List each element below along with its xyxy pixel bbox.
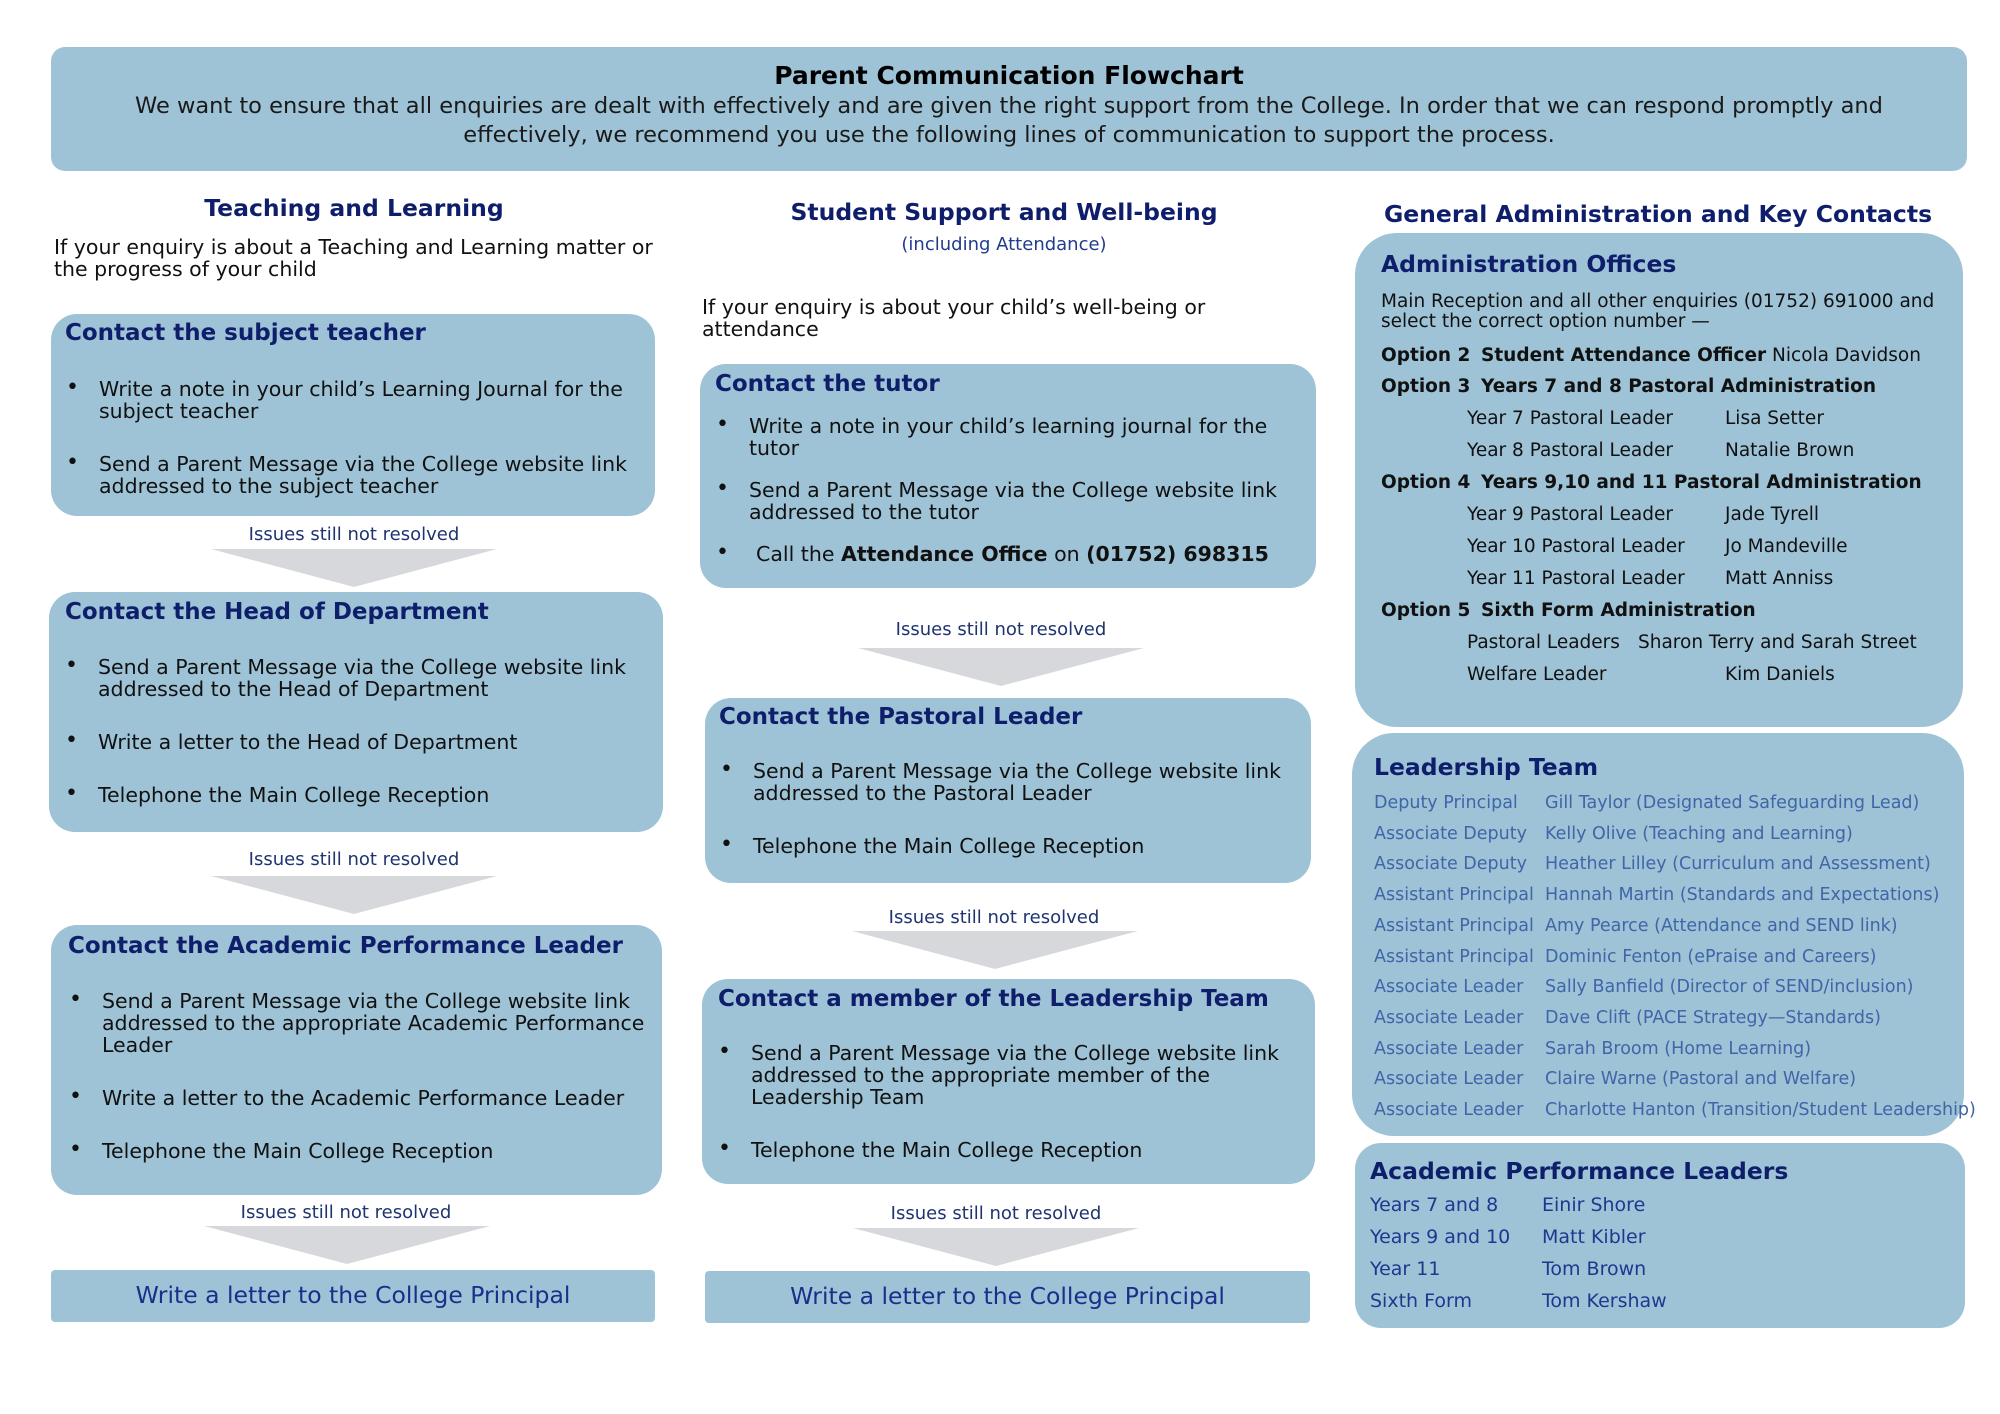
issue-label: Issues still not resolved	[888, 907, 1100, 928]
step-list	[702, 415, 1314, 565]
apl-year: Sixth Form	[1370, 1290, 1472, 1312]
apl-year: Years 9 and 10	[1370, 1226, 1511, 1248]
issue-label: Issues still not resolved	[248, 849, 460, 870]
final-step-principal: Write a letter to the College Principal	[51, 1270, 655, 1322]
list-item: • Send a Parent Message via the College website link addressed to the appropriate member of the Leadership Team	[704, 1042, 1312, 1108]
issue-label: Issues still not resolved	[895, 619, 1107, 640]
leadership-role: Assistant Principal	[1374, 946, 1534, 967]
list-item: • Send a Parent Message via the College website link addressed to the Head of Department	[51, 656, 659, 700]
contact-role: Year 11 Pastoral Leader	[1467, 568, 1685, 589]
leadership-role: Associate Leader	[1374, 977, 1524, 998]
contact-name: Sharon Terry and Sarah Street	[1638, 632, 1917, 653]
leadership-role: Associate Leader	[1374, 1069, 1524, 1090]
apl-title: Academic Performance Leaders	[1370, 1157, 1789, 1185]
contact-role: Year 7 Pastoral Leader	[1467, 408, 1673, 429]
leadership-name: Dominic Fenton (ePraise and Careers)	[1545, 946, 1877, 967]
step-title: Contact the Pastoral Leader	[719, 704, 1083, 730]
option-detail: Years 7 and 8 Pastoral Administration	[1481, 376, 1876, 397]
leadership-team-title: Leadership Team	[1374, 753, 1599, 781]
apl-name: Tom Brown	[1542, 1258, 1647, 1280]
leadership-name: Amy Pearce (Attendance and SEND link)	[1545, 915, 1898, 936]
option-label: Option 2	[1381, 345, 1471, 366]
apl-name: Einir Shore	[1542, 1194, 1646, 1216]
down-arrow-icon	[853, 1228, 1139, 1266]
contact-role: Welfare Leader	[1467, 664, 1607, 685]
list-item: • Write a letter to the Academic Performance Leader	[55, 1087, 660, 1109]
list-item: • Write a note in your child’s learning journal for the tutor	[702, 415, 1314, 459]
list-item: • Telephone the Main College Reception	[51, 784, 659, 806]
teaching-heading: Teaching and Learning	[204, 194, 504, 222]
support-subheading: (including Attendance)	[901, 234, 1107, 255]
list-item: • Telephone the Main College Reception	[706, 835, 1306, 857]
step-title: Contact the tutor	[715, 371, 940, 397]
leadership-role: Associate Leader	[1374, 1100, 1524, 1120]
option-label: Option 4	[1381, 472, 1471, 493]
contact-name: Kim Daniels	[1725, 664, 1835, 685]
apl-name: Matt Kibler	[1542, 1226, 1646, 1248]
leadership-name: Claire Warne (Pastoral and Welfare)	[1545, 1069, 1857, 1090]
step-list	[51, 656, 659, 806]
contact-name: Matt Anniss	[1725, 568, 1834, 589]
contact-name: Natalie Brown	[1725, 440, 1855, 461]
step-title: Contact the subject teacher	[65, 320, 426, 346]
step-title: Contact the Head of Department	[65, 599, 489, 625]
down-arrow-icon	[211, 876, 497, 914]
step-list	[52, 378, 652, 497]
leadership-role: Assistant Principal	[1374, 885, 1534, 906]
contact-name: Jade Tyrell	[1725, 504, 1820, 525]
down-arrow-icon	[852, 931, 1138, 969]
step-list	[55, 990, 660, 1162]
option-detail: Years 9,10 and 11 Pastoral Administration	[1481, 472, 1922, 493]
leadership-name: Sarah Broom (Home Learning)	[1545, 1038, 1812, 1059]
contact-role: Year 10 Pastoral Leader	[1467, 536, 1685, 557]
leadership-name: Sally Banfield (Director of SEND/inclusion)	[1545, 977, 1914, 998]
support-intro: If your enquiry is about your child’s well-being or attendance	[702, 295, 1206, 341]
teaching-intro: If your enquiry is about a Teaching and Learning matter or the progress of your child	[54, 235, 653, 281]
list-item: • Send a Parent Message via the College website link addressed to the appropriate Academic Performance Leader	[55, 990, 660, 1056]
leadership-name: Dave Clift (PACE Strategy—Standards)	[1545, 1007, 1881, 1028]
issue-label: Issues still not resolved	[248, 524, 460, 545]
leadership-name: Hannah Martin (Standards and Expectations)	[1545, 885, 1940, 906]
leadership-role: Associate Leader	[1374, 1007, 1524, 1028]
support-heading: Student Support and Well-being	[790, 198, 1218, 226]
list-item: • Send a Parent Message via the College website link addressed to the subject teacher	[52, 453, 652, 497]
step-list	[706, 760, 1306, 857]
contact-role: Year 8 Pastoral Leader	[1467, 440, 1673, 461]
list-item: • Call the Attendance Office on (01752) 698315	[702, 543, 1314, 565]
list-item: • Send a Parent Message via the College website link addressed to the Pastoral Leader	[706, 760, 1306, 804]
step-list	[704, 1042, 1312, 1161]
page-title: Parent Communication Flowchart	[774, 61, 1244, 90]
leadership-name: Heather Lilley (Curriculum and Assessment)	[1545, 854, 1931, 875]
apl-name: Tom Kershaw	[1542, 1290, 1667, 1312]
apl-year: Years 7 and 8	[1370, 1194, 1499, 1216]
admin-heading: General Administration and Key Contacts	[1383, 200, 1933, 228]
down-arrow-icon	[858, 648, 1144, 686]
option-label: Option 5	[1381, 600, 1471, 621]
leadership-name: Charlotte Hanton (Transition/Student Leadership)	[1545, 1100, 1976, 1120]
contact-role: Pastoral Leaders	[1467, 632, 1620, 653]
apl-year: Year 11	[1370, 1258, 1441, 1280]
leadership-role: Deputy Principal	[1374, 793, 1518, 813]
issue-label: Issues still not resolved	[240, 1202, 452, 1223]
final-step-principal: Write a letter to the College Principal	[705, 1271, 1310, 1323]
contact-role: Year 9 Pastoral Leader	[1467, 504, 1673, 525]
leadership-name: Kelly Olive (Teaching and Learning)	[1545, 823, 1853, 844]
list-item: • Telephone the Main College Reception	[704, 1139, 1312, 1161]
option-label: Option 3	[1381, 376, 1471, 397]
contact-name: Jo Mandeville	[1725, 536, 1848, 557]
administration-offices-title: Administration Offices	[1381, 250, 1677, 278]
down-arrow-icon	[211, 549, 497, 587]
administration-intro: Main Reception and all other enquiries (01752) 691000 and select the correct option number —	[1381, 291, 1935, 332]
option-detail: Student Attendance Officer Nicola Davidson	[1481, 345, 1921, 366]
contact-name: Lisa Setter	[1725, 408, 1824, 429]
leadership-role: Associate Deputy	[1374, 823, 1527, 844]
page-subtitle: We want to ensure that all enquiries are dealt with effectively and are given the right support from the College. In order that we can respond promptly and effectively, we recommend you use the following lines of communication to support the process.	[135, 93, 1883, 148]
list-item: • Write a letter to the Head of Department	[51, 731, 659, 753]
down-arrow-icon	[204, 1226, 490, 1264]
issue-label: Issues still not resolved	[890, 1203, 1102, 1224]
leadership-role: Assistant Principal	[1374, 915, 1534, 936]
leadership-role: Associate Leader	[1374, 1038, 1524, 1059]
option-detail: Sixth Form Administration	[1481, 600, 1756, 621]
list-item: • Send a Parent Message via the College website link addressed to the tutor	[702, 479, 1314, 523]
leadership-name: Gill Taylor (Designated Safeguarding Lead)	[1545, 793, 1920, 813]
step-title: Contact a member of the Leadership Team	[718, 986, 1269, 1012]
header-banner	[51, 47, 1967, 171]
list-item: • Telephone the Main College Reception	[55, 1140, 660, 1162]
list-item: • Write a note in your child’s Learning Journal for the subject teacher	[52, 378, 652, 422]
leadership-role: Associate Deputy	[1374, 854, 1527, 875]
step-title: Contact the Academic Performance Leader	[68, 933, 623, 959]
